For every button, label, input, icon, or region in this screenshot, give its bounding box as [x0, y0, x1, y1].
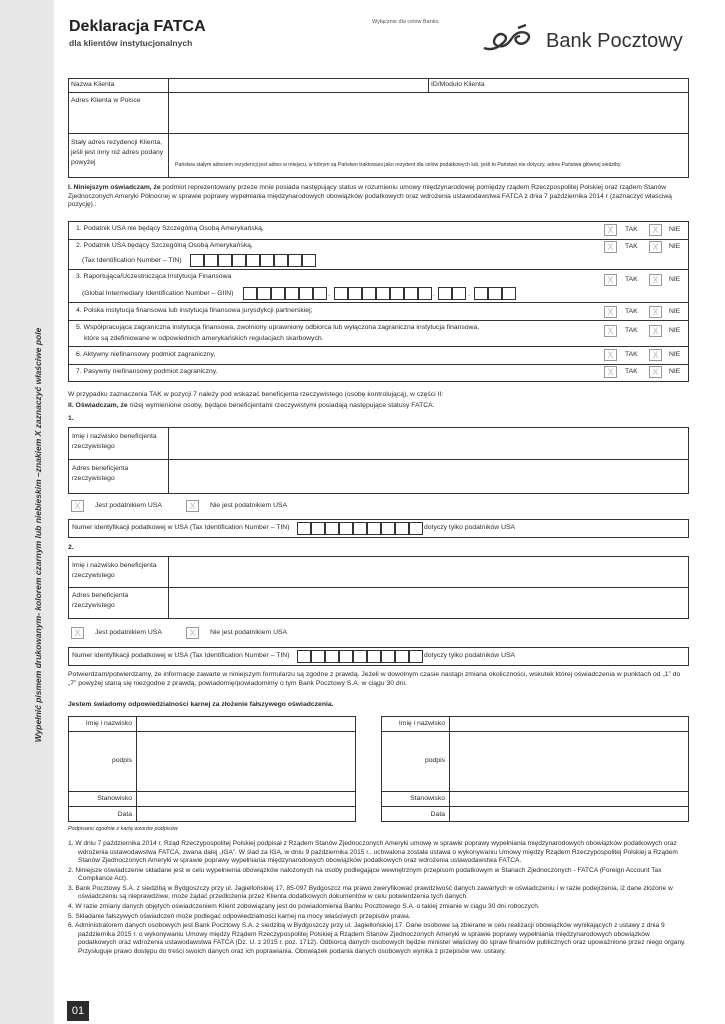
tin-label: (Tax Identification Number – TIN)	[82, 257, 182, 264]
beneficiary-1-usa-checkbox[interactable]: X	[71, 500, 84, 512]
office-use-note: Wyłącznie dla celów Banku	[372, 19, 439, 25]
client-id-field[interactable]	[492, 79, 687, 91]
yes-checkbox[interactable]: X	[604, 224, 617, 236]
beneficiary-2-number: 2.	[68, 544, 74, 551]
status-row-5: 5. Współpracująca zagraniczna instytucja finansowa, zwolniony uprawniony odbiorca lub wyłączona zagraniczna instytucja finansowa,	[76, 324, 480, 331]
beneficiary-2-address-field[interactable]	[170, 588, 687, 618]
residence-note: Państwa stałym adresem rezydencji jest adres w miejscu, w którym są Państwo traktowani jako rezydent dla celów podatkowych lub, jeśli to Państwo nie dotyczy, adres Państwa głównej siedziby	[175, 162, 621, 168]
no-checkbox[interactable]: X	[649, 274, 662, 286]
beneficiary-2-usa-label: Jest podatnikiem USA	[95, 629, 162, 636]
sig2-name-label: Imię i nazwisko	[398, 720, 445, 727]
beneficiary-2-not-usa-checkbox[interactable]: X	[186, 627, 199, 639]
footnote-4: 4. W razie zmiany danych objętych oświadczeniem Klient zobowiązany jest do powiadomienia Banku Pocztowego S.A. o takiej zmianie w ciągu 30 dni roboczych.	[68, 902, 540, 910]
client-id-label: ID/Modulo Klienta	[431, 81, 485, 88]
yes-checkbox[interactable]: X	[604, 241, 617, 253]
status-row-5-sub: które są zdefiniowane w odpowiednich amerykańskich regulacjach skarbowych.	[84, 335, 324, 342]
beneficiary-1-name-field[interactable]	[170, 428, 687, 458]
status-row-4: 4. Polska instytucja finansowa lub instytucja finansowa jurysdykcji partnerskiej;	[76, 307, 313, 314]
footnote-6: 6. Administratorem danych osobowych jest Bank Pocztowy S.A. z siedzibą w Bydgoszczy przy ul. Jagiellońskiej 17. Dane osobowe są zbierane w celu realizacji obowiązków wynikających z ustawy z dnia 9 października 2015 r. o wykonywaniu Umowy między Rządem Rzeczypospolitej Polskiej a Rządem Stanów Zjednoczonych Ameryki w sprawie poprawy wypełniania międzynarodowych obowiązków podatkowych oraz wdrożenia ustawodawstwa FATCA (Dz. U. z 2015 r. poz. 1712). Odbiorcą danych osobowych będzie minister właściwy do spraw finansów publicznych oraz upoważnione przez niego organy. Przysługuje prawo dostępu do treści swoich danych oraz ich poprawiania. Obowiązek podania danych osobowych wynika z przepisów ww. ustawy.	[68, 922, 686, 955]
footnote-2: 2. Niniejsze oświadczenie składane jest w celu wypełnienia obowiązków nałożonych na osoby podlegające wewnętrznym przepisom podatkowym w Stanach Zjednoczonych - FATCA (Foreign Account Tax Compliance Act).	[68, 866, 662, 883]
sig1-sign-label: podpis	[111, 757, 132, 764]
no-checkbox[interactable]: X	[649, 241, 662, 253]
no-checkbox[interactable]: X	[649, 366, 662, 378]
beneficiary-note: W przypadku zaznaczenia TAK w pozycji 7 należy pod wskazać beneficjenta rzeczywistego (osobę kontrolującą), w części II:	[68, 391, 444, 398]
beneficiary-1-number: 1.	[68, 415, 74, 422]
beneficiary-1-usa-label: Jest podatnikiem USA	[95, 502, 162, 509]
residence-label: Stały adres rezydencji Klienta, jeśli jest inny niż adres podany powyżej	[71, 139, 164, 166]
bank-logo-icon	[482, 24, 534, 54]
no-checkbox[interactable]: X	[649, 224, 662, 236]
no-checkbox[interactable]: X	[649, 306, 662, 318]
client-address-label: Adres Klienta w Polsce	[71, 97, 141, 104]
sig1-fields[interactable]	[138, 717, 355, 821]
client-name-label: Nazwa Klienta	[71, 81, 115, 88]
yes-checkbox[interactable]: X	[604, 366, 617, 378]
sig1-position-label: Stanowisko	[97, 795, 132, 802]
beneficiary-2-tin-label: Numer identyfikacji podatkowej w USA (Tax Identification Number – TIN)	[72, 652, 290, 659]
sig2-fields[interactable]	[451, 717, 688, 821]
beneficiary-2-name-label: Imię i nazwisko beneficjenta rzeczywistego	[72, 562, 157, 579]
liability-statement: Jestem świadomy odpowiedzialności karnej za złożenie fałszywego oświadczenia.	[68, 701, 334, 708]
beneficiary-1-address-field[interactable]	[170, 460, 687, 493]
sidebar-strip	[0, 0, 54, 1024]
client-address-field[interactable]	[170, 93, 687, 132]
beneficiary-2-not-usa-label: Nie jest podatnikiem USA	[210, 629, 288, 636]
section2-intro: II. Oświadczam, że niżej wymienione osoby, będące beneficjentami rzeczywistymi posiadają następujące statusy FATCA:	[68, 402, 435, 409]
page-number: 01	[67, 1001, 89, 1021]
footnotes	[68, 840, 689, 956]
beneficiary-1-not-usa-label: Nie jest podatnikiem USA	[210, 502, 288, 509]
yes-checkbox[interactable]: X	[604, 306, 617, 318]
beneficiary-2-address-label: Adres beneficjenta rzeczywistego	[72, 592, 129, 609]
footnote-5: 5. Składanie fałszywych oświadczeń może podlegać odpowiedzialności karnej na mocy właściwych przepisów prawa.	[68, 912, 411, 920]
yes-checkbox[interactable]: X	[604, 274, 617, 286]
giin-label: (Global Intermediary Identification Number – GIIN)	[82, 290, 234, 297]
status-row-6: 6. Aktywny niefinansowy podmiot zagraniczny,	[76, 351, 216, 358]
beneficiary-1-name-label: Imię i nazwisko beneficjenta rzeczywistego	[72, 433, 157, 450]
status-row-2: 2. Podatnik USA będący Szczególną Osobą Amerykańską,	[76, 242, 253, 249]
beneficiary-1-not-usa-checkbox[interactable]: X	[186, 500, 199, 512]
client-name-field[interactable]	[170, 79, 426, 91]
bank-name: Bank Pocztowy	[546, 30, 683, 52]
status-row-1: 1. Podatnik USA nie będący Szczególną Osobą Amerykańską,	[76, 225, 264, 232]
status-row-3: 3. Raportująca/Uczestnicząca Instytucja Finansowa	[76, 273, 232, 280]
yes-checkbox[interactable]: X	[604, 325, 617, 337]
beneficiary-2-usa-checkbox[interactable]: X	[71, 627, 84, 639]
yes-checkbox[interactable]: X	[604, 349, 617, 361]
form-title: Deklaracja FATCA	[69, 18, 206, 35]
fill-instruction: Wypełnić pismem drukowanym- kolorem czarnym lub niebieskim –znakiem X zaznaczyć właściwe pole	[33, 327, 43, 743]
sig2-position-label: Stanowisko	[410, 795, 445, 802]
residence-field[interactable]	[170, 134, 687, 160]
beneficiary-1-tin-label: Numer identyfikacji podatkowej w USA (Tax Identification Number – TIN)	[72, 524, 290, 531]
beneficiary-2-tin-suffix: dotyczy tylko podatników USA	[424, 652, 516, 659]
form-subtitle: dla klientów instytucjonalnych	[69, 38, 193, 48]
beneficiary-1-tin-suffix: dotyczy tylko podatników USA	[424, 524, 516, 531]
status-row-7: 7. Pasywny niefinansowy podmiot zagraniczny.	[76, 368, 218, 375]
no-checkbox[interactable]: X	[649, 325, 662, 337]
confirmation-text: Potwierdzam/potwierdzamy, że informacje zawarte w niniejszym formularzu są zgodne z prawdą. Jeżeli w dowolnym czasie nastąpi zmiana okoliczności, wskutek której oświadczenia w punktach od „1” do „7” powyżej staną się niezgodne z prawdą, powiadomię/powiadomimy o tym Bank Pocztowy S.A. w ciągu 30 dni.	[68, 671, 681, 687]
footnote-1: 1. W dniu 7 października 2014 r. Rząd Rzeczypospolitej Polskiej podpisał z Rządem Stanów Zjednoczonych Ameryki umowę w sprawie poprawy wypełniania międzynarodowych obowiązków podatkowych oraz wdrożenia ustawodawstwa FATCA, zwana dalej „IGA”. W ślad za IGA, w dniu 9 października 2015 r.. uchwalona została ustawa o wykonywaniu Umowy między Rządem Rzeczypospolitej Polskiej a Rządem Stanów Zjednoczonych Ameryki w sprawie poprawy wypełniania międzynarodowych obowiązków podatkowych oraz wdrożenia ustawodawstwa FATCA.	[68, 840, 678, 865]
section1-intro: I. Niniejszym oświadczam, że podmiot reprezentowany przeze mnie posiada następujący status w rozumieniu umowy międzynarodowej pomiędzy rządem Rzeczpospolitej Polskiej oraz rządem Stanów Zjednoczonych Ameryki Północnej w sprawie poprawy wypełniania międzynarodowych obowiązków podatkowych oraz wdrożenia ustawodawstwa FATCA z dnia 7 października 2014 r (zaznaczyć właściwą pozycję).:	[68, 184, 672, 209]
sig2-date-label: Data	[430, 811, 445, 818]
signature-note: Podpisano zgodnie z kartą wzorów podpisów	[68, 826, 178, 832]
sig1-name-label: Imię i nazwisko	[85, 720, 132, 727]
no-checkbox[interactable]: X	[649, 349, 662, 361]
beneficiary-2-name-field[interactable]	[170, 557, 687, 586]
beneficiary-1-address-label: Adres beneficjenta rzeczywistego	[72, 465, 129, 482]
sig1-date-label: Data	[117, 811, 132, 818]
sig2-sign-label: podpis	[424, 757, 445, 764]
footnote-3: 3. Bank Pocztowy S.A. z siedzibą w Bydgoszczy przy ul. Jagiellońskiej 17, 85-097 Bydgoszcz ma prawo zweryfikować prawdziwość danych zawartych w oświadczeniu i w razie podejrzenia, iż dane złożone w oświadczeniu są nieprawdziwe, może żądać przedłożenia przez Klienta dodatkowych dokumentów w celu potwierdzenia tych danych.	[68, 884, 673, 901]
